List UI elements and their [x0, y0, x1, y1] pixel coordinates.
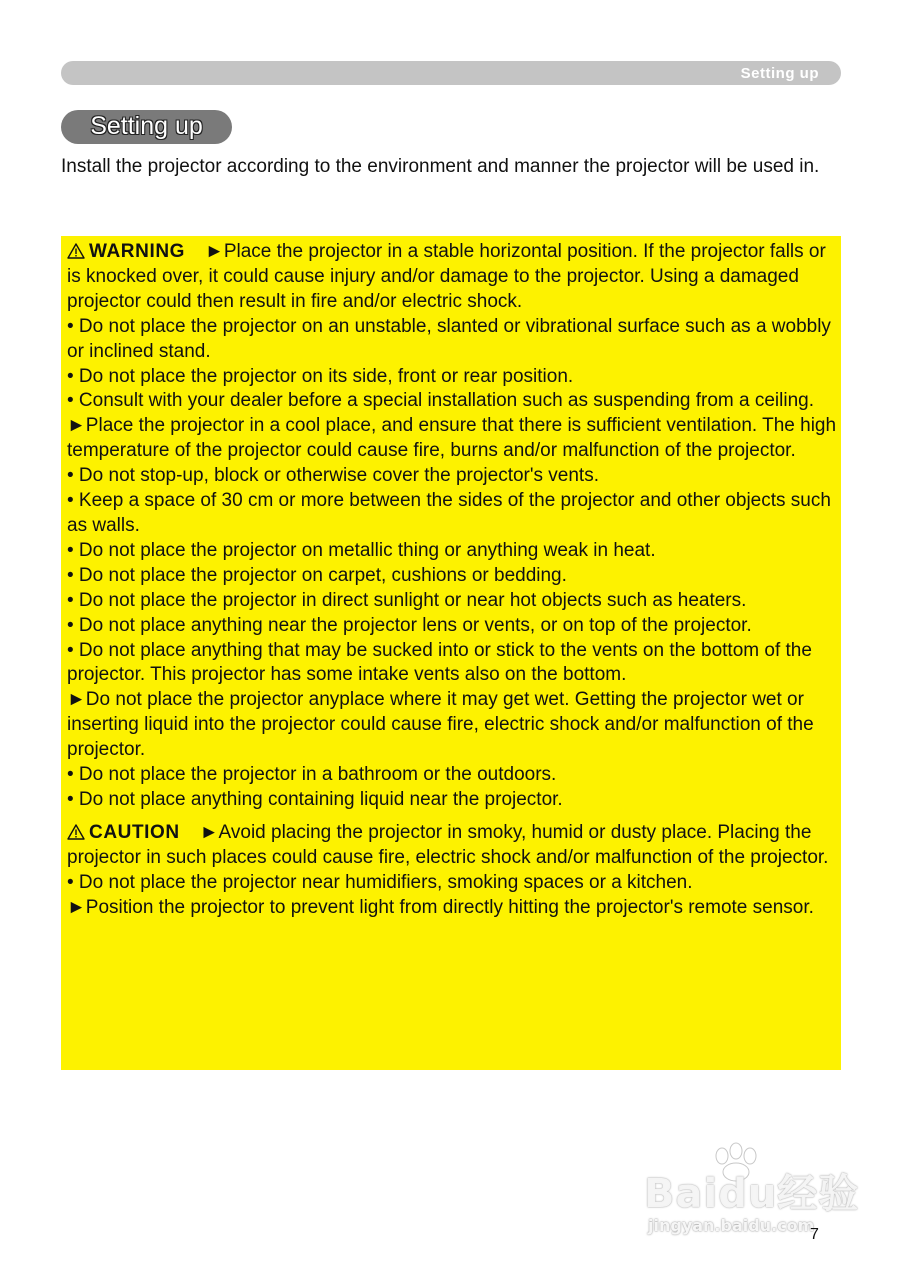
- warning-paragraph: ►Place the projector in a cool place, and ensure that there is sufficient ventilation. The high temperature of the projector could cause fire, burns and/or malfunction of the projector.: [67, 415, 837, 462]
- caution-paragraph-text: ►Avoid placing the projector in smoky, humid or dusty place. Placing the projector in such places could cause fire, electric shock and/or malfunction of the projector.: [67, 821, 829, 868]
- warning-paragraph: • Do not place the projector in a bathroom or the outdoors.: [67, 764, 557, 786]
- caution-signal-word: CAUTION: [89, 821, 180, 843]
- warning-paragraph: • Do not place anything that may be sucked into or stick to the vents on the bottom of the projector. This projector has some intake vents also on the bottom.: [67, 639, 812, 686]
- page-number: 7: [810, 1226, 819, 1243]
- section-title-badge: [61, 110, 232, 144]
- warning-paragraph-text: ►Place the projector in a stable horizontal position. If the projector falls or is knocked over, it could cause injury and/or damage to the projector. Using a damaged projector could then result in fire and/or electric shock.: [67, 241, 826, 312]
- watermark-url: jingyan.baidu.com: [648, 1216, 815, 1235]
- safety-notice-text: [67, 240, 839, 920]
- caution-paragraph: ►Position the projector to prevent light from directly hitting the projector's remote sensor.: [67, 896, 814, 918]
- warning-paragraph: • Do not stop-up, block or otherwise cover the projector's vents.: [67, 465, 599, 487]
- warning-paragraph: • Do not place the projector in direct sunlight or near hot objects such as heaters.: [67, 589, 747, 611]
- warning-signal-word: WARNING: [89, 241, 186, 262]
- section-title: Setting up: [90, 112, 203, 140]
- caution-paragraph: [67, 821, 839, 871]
- running-header-bar: [61, 61, 841, 85]
- warning-paragraph: ►Do not place the projector anyplace where it may get wet. Getting the projector wet or inserting liquid into the projector could cause fire, electric shock and/or malfunction of the projector.: [67, 689, 814, 761]
- warning-block: [67, 240, 839, 813]
- warning-paragraph: • Keep a space of 30 cm or more between the sides of the projector and other objects such as walls.: [67, 490, 831, 536]
- caution-triangle-icon: [67, 821, 89, 846]
- warning-paragraph: • Do not place anything containing liquid near the projector.: [67, 788, 563, 810]
- warning-triangle-icon: [67, 240, 89, 265]
- warning-paragraph: • Consult with your dealer before a special installation such as suspending from a ceiling.: [67, 390, 815, 412]
- intro-paragraph: Install the projector according to the environment and manner the projector will be used in.: [61, 156, 820, 177]
- warning-paragraph: • Do not place the projector on carpet, cushions or bedding.: [67, 564, 567, 586]
- warning-paragraph: [67, 240, 839, 315]
- warning-paragraph: • Do not place the projector on an unstable, slanted or vibrational surface such as a wobbly or inclined stand.: [67, 315, 831, 362]
- warning-paragraph: • Do not place the projector on metallic thing or anything weak in heat.: [67, 539, 656, 561]
- caution-paragraph: • Do not place the projector near humidifiers, smoking spaces or a kitchen.: [67, 871, 693, 893]
- running-header-label: Setting up: [740, 65, 819, 82]
- warning-paragraph: • Do not place anything near the projector lens or vents, or on top of the projector.: [67, 614, 752, 636]
- warning-paragraph: • Do not place the projector on its side, front or rear position.: [67, 365, 574, 387]
- watermark-brand: Baidu经验: [644, 1171, 860, 1217]
- caution-block: [67, 821, 839, 921]
- safety-notice-box: [61, 236, 841, 1070]
